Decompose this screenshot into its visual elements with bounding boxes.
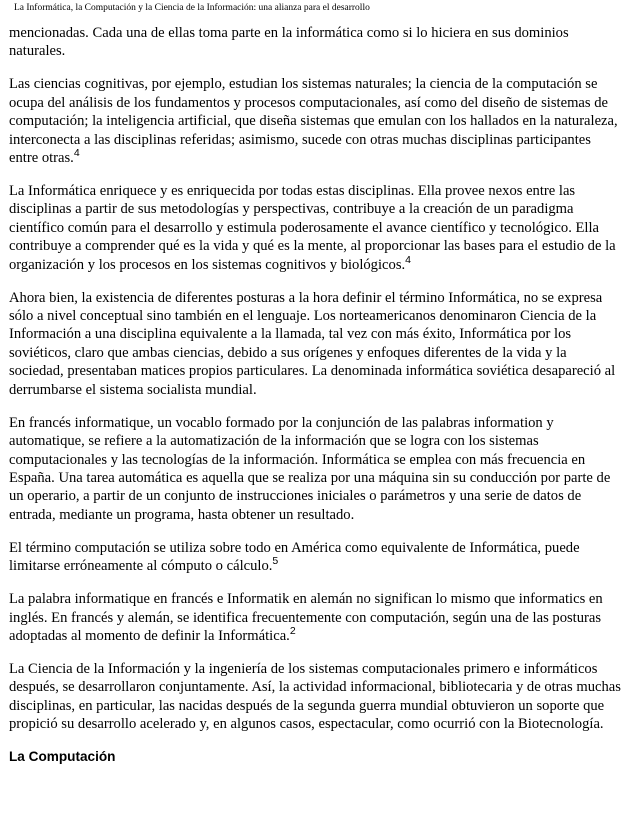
footnote-ref[interactable]: 4 (405, 253, 411, 266)
paragraph: La Informática enriquece y es enriquecida por todas estas disciplinas. Ella provee nexos entre las disciplinas a partir de sus metodologías y perspectivas, contribuye a la creación de un paradigma científico común para el desarrollo y estimula poderosamente el avance científico y tecnológico. Ella contribuye a comprender qué es la vida y qué es la mente, al proporcionar las bases para el estudio de la organización y los procesos en los sistemas cognitivos y biológicos.$^4$ (9, 183, 616, 273)
document-body (9, 24, 623, 767)
paragraph: La Ciencia de la Información y la ingeniería de los sistemas computacionales primero e informáticos después, se desarrollaron conjuntamente. Así, la actividad informacional, bibliotecaria y de otras muchas disciplinas, en particular, las nacidas después de la segunda guerra mundial obtuvieron un soporte que propició su desarrollo acelerado y, en algunos casos, espectacular, como ocurrió con la Biotecnología. (9, 660, 621, 733)
paragraph: En francés informatique, un vocablo formado por la conjunción de las palabras information y automatique, se refiere a la automatización de la información que se logra con los sistemas computacionales y las tecnologías de la información. Informática se emplea con más frecuencia en España. Una tarea automática es aquella que se realiza por una máquina sin su conducción por parte de un operario, a partir de un conjunto de instrucciones iniciales o parámetros y una serie de datos de entrada, mediante un programa, hasta obtener un resultado. (9, 414, 611, 523)
running-header: La Informática, la Computación y la Ciencia de la Información: una alianza para el desarrollo (14, 3, 370, 13)
section-heading: La Computación (9, 749, 116, 765)
paragraph: El término computación se utiliza sobre todo en América como equivalente de Informática, puede limitarse erróneamente al cómputo o cálculo.$^5$ (9, 539, 580, 575)
paragraph: Ahora bien, la existencia de diferentes posturas a la hora definir el término Informática, no se expresa sólo a nivel conceptual sino también en el lenguaje. Los norteamericanos denominaron Ciencia de la Información a una disciplina equivalente a la llamada, tal vez con más éxito, Informática por los soviéticos, claro que ambas ciencias, debido a sus orígenes y enfoques diferentes de la vida y la sociedad, presentaban matices propios particulares. La denominada informática soviética desapareció al derrumbarse el sistema socialista mundial. (9, 289, 616, 398)
paragraph: mencionadas. Cada una de ellas toma parte en la informática como si lo hiciera en sus dominios naturales. (9, 25, 569, 60)
footnote-ref[interactable]: 5 (272, 555, 279, 568)
footnote-ref[interactable]: 4 (73, 147, 80, 160)
footnote-ref[interactable]: 2 (289, 624, 296, 637)
paragraph: La palabra informatique en francés e Informatik en alemán no significan lo mismo que informatics en inglés. En francés y alemán, se identifica frecuentemente con computación, según una de las posturas adoptadas al momento de definir la Informática.$^2$ (9, 591, 603, 644)
paragraph: Las ciencias cognitivas, por ejemplo, estudian los sistemas naturales; la ciencia de la computación se ocupa del análisis de los fundamentos y procesos computacionales, así como del diseño de sistemas de computación; la inteligencia artificial, que diseña sistemas que emulan con los hallados en la naturaleza, interconecta a las disciplinas referidas; asimismo, sucede con otras muchas disciplinas participantes entre otras.$^4$ (9, 76, 618, 167)
